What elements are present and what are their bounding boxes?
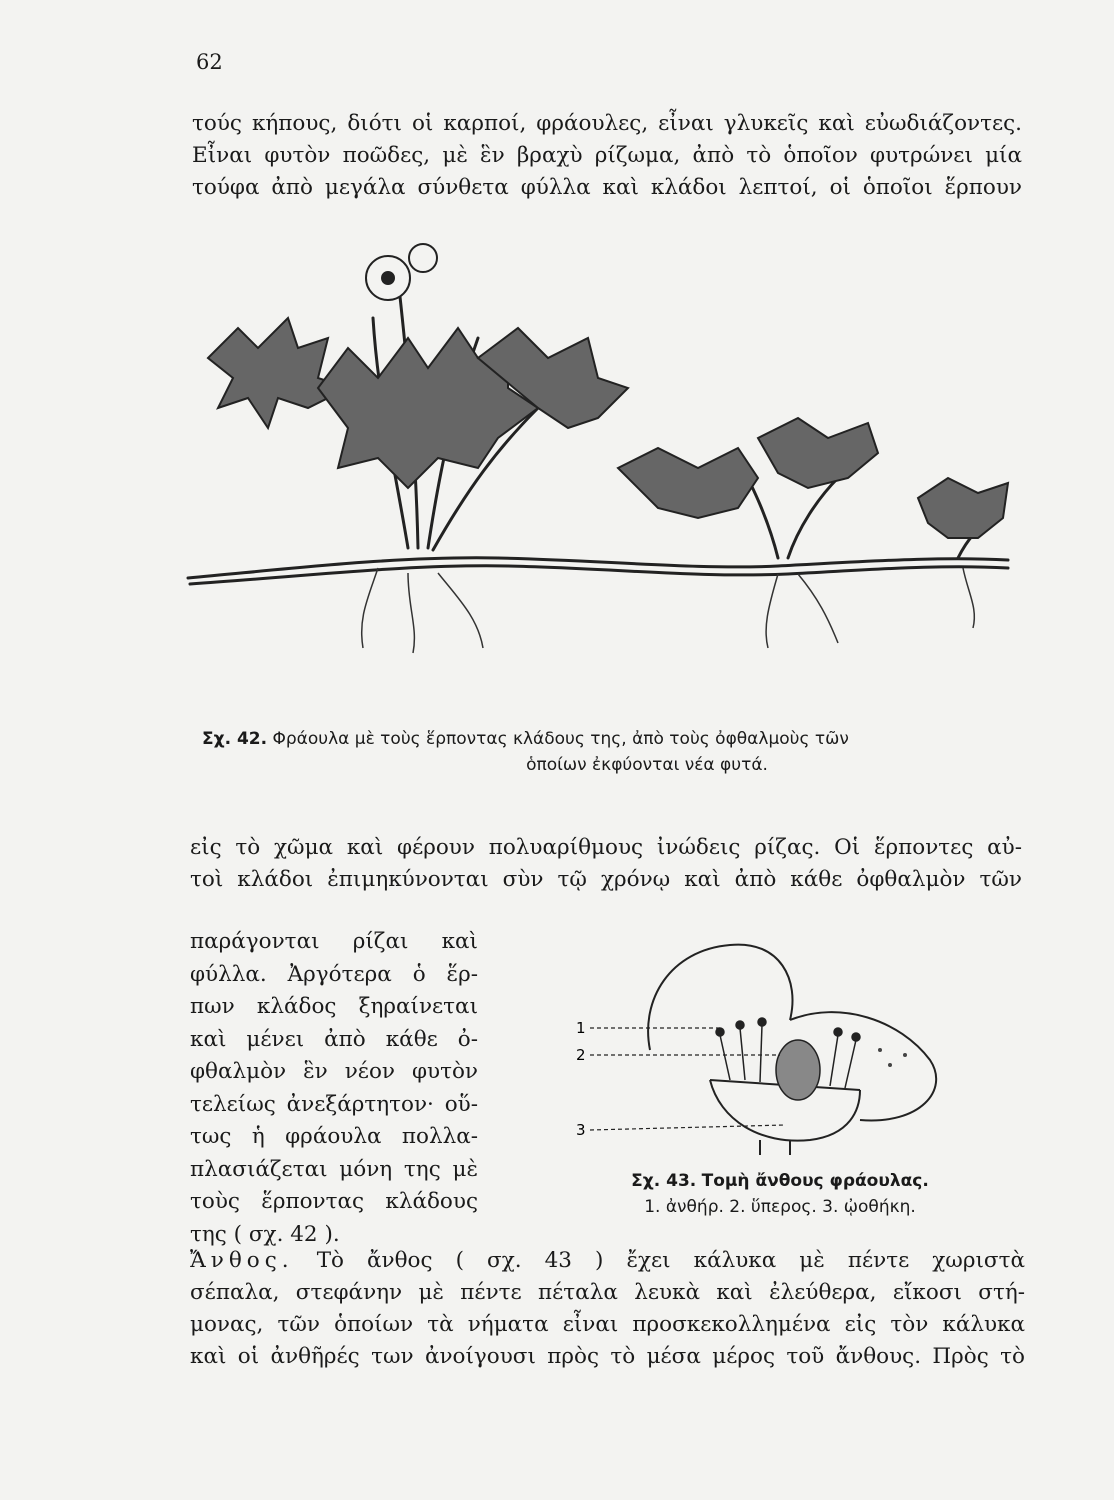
text-line: μονας, τῶν ὁποίων τὰ νήματα εἶναι προσκεκολλημένα εἰς τὸν κάλυκα: [190, 1312, 1025, 1337]
text-line: εἰς τὸ χῶμα καὶ φέρουν πολυαρίθμους ἰνώδεις ρίζας. Οἱ ἕρποντες αὐ-: [190, 835, 1022, 860]
text-line: παράγονται ρίζαι καὶ: [190, 929, 478, 954]
paragraph-flower: [190, 1245, 1025, 1373]
text-line: καὶ οἱ ἀνθῆρές των ἀνοίγουσι πρὸς τὸ μέσα μέρος τοῦ ἄνθους. Πρὸς τὸ: [190, 1344, 1025, 1369]
text-line: τοὶ κλάδοι ἐπιμηκύνονται σὺν τῷ χρόνῳ καὶ ἀπὸ κάθε ὀφθαλμὸν τῶν: [190, 867, 1022, 892]
text-line: τελείως ἀνεξάρτητον· οὕ-: [190, 1091, 478, 1117]
figure-43-marker-2: 2: [576, 1046, 586, 1064]
text-line: φύλλα. Ἀργότερα ὁ ἕρ-: [190, 961, 478, 987]
text-line: Εἶναι φυτὸν ποῶδες, μὲ ἓν βραχὺ ρίζωμα, ἀπὸ τὸ ὁποῖον φυτρώνει μία: [192, 143, 1022, 168]
text-line: τούφα ἀπὸ μεγάλα σύνθετα φύλλα καὶ κλάδοι λεπτοί, οἱ ὁποῖοι ἕρπουν: [192, 175, 1022, 200]
strawberry-plant-illustration: [178, 238, 1018, 658]
figure-43-title: Τομὴ ἄνθους φράουλας.: [701, 1171, 929, 1191]
text-line: σέπαλα, στεφάνην μὲ πέντε πέταλα λευκὰ καὶ ἐλεύθερα, εἴκοσι στή-: [190, 1280, 1025, 1305]
text-line: φθαλμὸν ἓν νέον φυτὸν: [190, 1059, 478, 1084]
figure-43-label: Σχ. 43.: [631, 1171, 697, 1191]
figure-42-caption: [202, 726, 1022, 778]
leaf-cluster: [208, 318, 348, 428]
runner-stem: [190, 566, 1008, 584]
flower: [409, 244, 437, 272]
text-line: τούς κήπους, διότι οἱ καρποί, φράουλες, εἶναι γλυκεῖς καὶ εὐωδιάζοντες.: [192, 111, 1022, 136]
text-line: πλασιάζεται μόνη της μὲ: [190, 1156, 478, 1182]
leaf-cluster: [758, 418, 878, 488]
figure-43-marker-1: 1: [576, 1019, 586, 1037]
paragraph-intro: [192, 108, 1022, 204]
page-number: 62: [196, 50, 223, 74]
pistil: [776, 1040, 820, 1100]
section-heading: Ἄνθος.: [190, 1248, 294, 1273]
figure-43-caption: [560, 1168, 1000, 1220]
flower-section-illustration: [560, 940, 980, 1160]
figure-42-caption-line1: Φράουλα μὲ τοὺς ἕρποντας κλάδους της, ἀπὸ τοὺς ὀφθαλμοὺς τῶν: [272, 729, 849, 749]
text-line: τοὺς ἕρποντας κλάδους: [190, 1189, 478, 1214]
leaf-cluster: [918, 478, 1008, 538]
text-line: [190, 1245, 1025, 1277]
text-line: καὶ μένει ἀπὸ κάθε ὀ-: [190, 1026, 478, 1052]
text-line: της ( σχ. 42 ).: [190, 1221, 340, 1247]
text-line: τως ἡ φράουλα πολλα-: [190, 1124, 478, 1149]
text-line-content: Τὸ ἄνθος ( σχ. 43 ) ἔχει κάλυκα μὲ πέντε χωριστὰ: [316, 1248, 1025, 1273]
paragraph-runners: [190, 832, 1022, 896]
stem: [760, 1140, 790, 1155]
figure-42-label: Σχ. 42.: [202, 729, 268, 749]
text-line: πων κλάδος ξηραίνεται: [190, 994, 478, 1019]
figure-42-caption-line2: ὁποίων ἐκφύονται νέα φυτά.: [526, 755, 768, 775]
leaf-cluster: [618, 448, 758, 518]
figure-43-legend: 1. ἀνθήρ. 2. ὕπερος. 3. ᾠοθήκη.: [644, 1197, 916, 1217]
left-column-text: [190, 926, 478, 1251]
figure-43-marker-3: 3: [576, 1121, 586, 1139]
